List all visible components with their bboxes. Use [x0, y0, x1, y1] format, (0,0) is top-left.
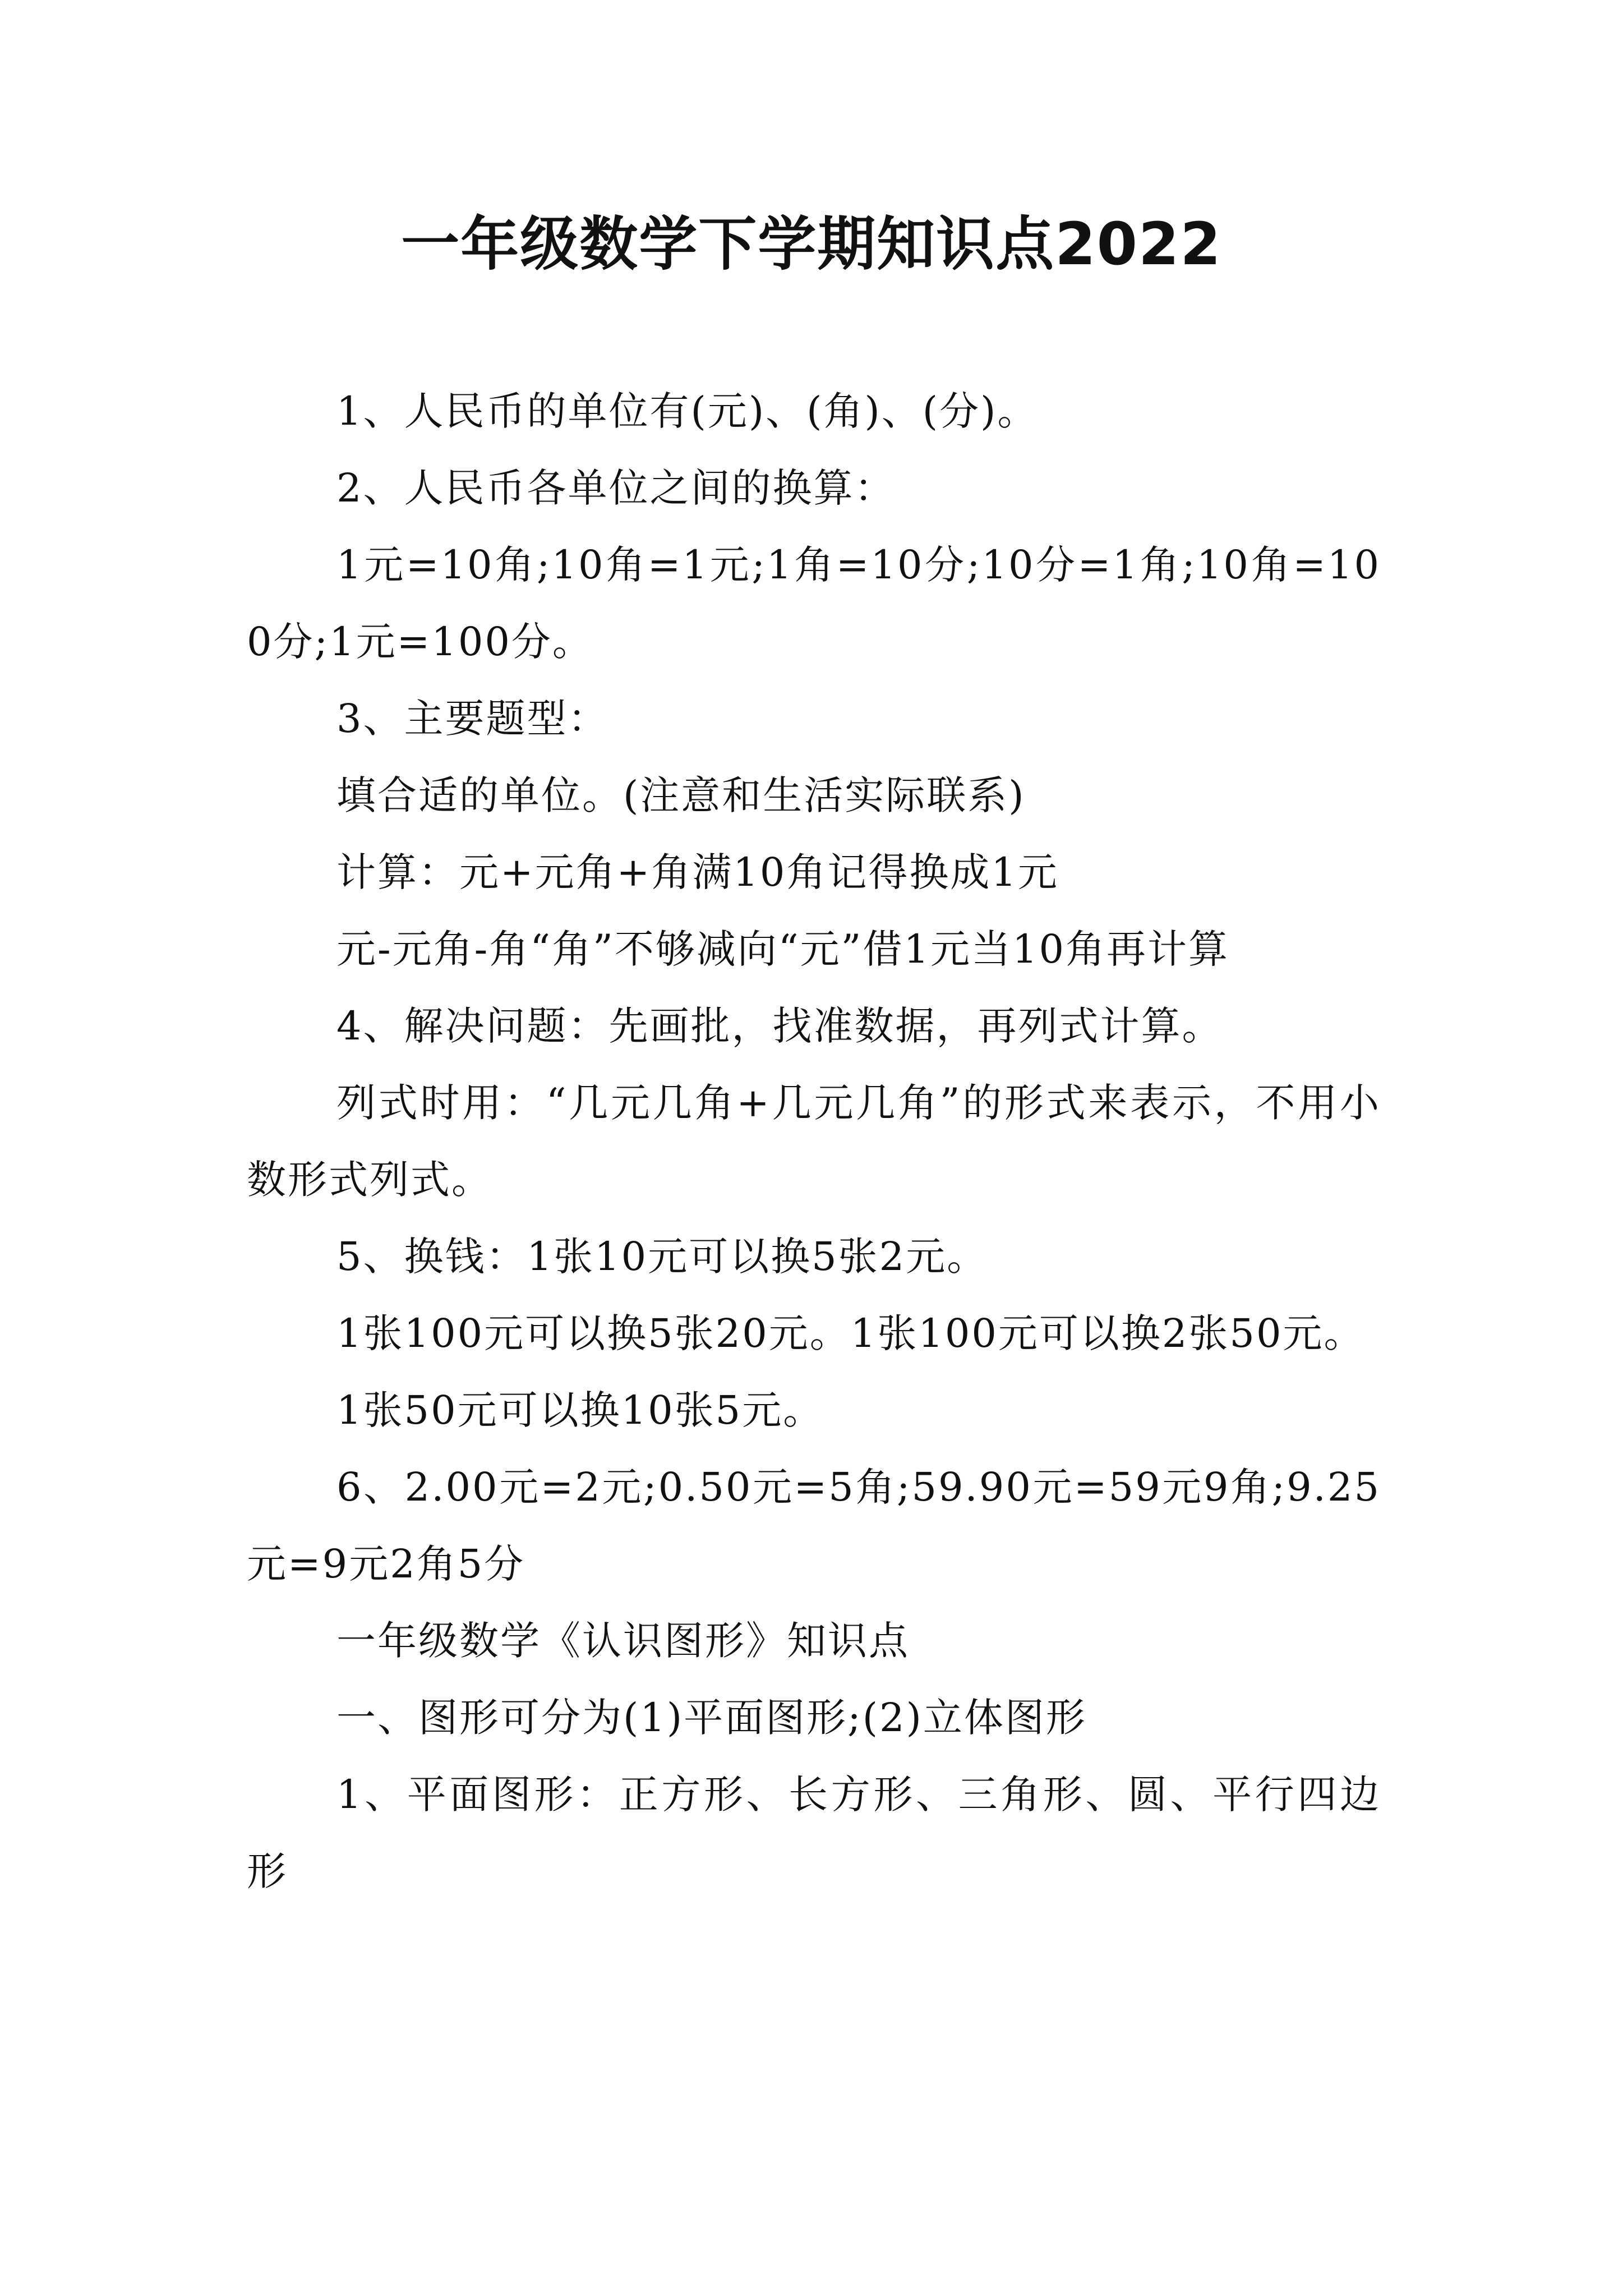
paragraph: 1张50元可以换10张5元。 [336, 1387, 824, 1433]
paragraph: 填合适的单位。(注意和生活实际联系) [336, 772, 1026, 818]
paragraph: 6、2.00元=2元;0.50元=5角;59.90元=59元9角;9.25元=9元2角5分 [247, 1464, 1381, 1587]
paragraph: 1、平面图形：正方形、长方形、三角形、圆、平行四边形 [247, 1772, 1381, 1894]
paragraph: 计算：元+元角+角满10角记得换成1元 [336, 849, 1059, 895]
paragraph: 元-元角-角“角”不够减向“元”借1元当10角再计算 [336, 926, 1230, 972]
document-body [247, 373, 1381, 1910]
paragraph: 4、解决问题：先画批，找准数据，再列式计算。 [336, 1003, 1223, 1049]
paragraph: 1张100元可以换5张20元。1张100元可以换2张50元。 [336, 1310, 1365, 1356]
paragraph: 5、换钱：1张10元可以换5张2元。 [336, 1234, 988, 1280]
paragraph: 2、人民币各单位之间的换算： [336, 465, 896, 511]
paragraph: 列式时用：“几元几角+几元几角”的形式来表示，不用小数形式列式。 [247, 1080, 1381, 1203]
paragraph: 一、图形可分为(1)平面图形;(2)立体图形 [336, 1695, 1087, 1741]
paragraph: 1、人民币的单位有(元)、(角)、(分)。 [336, 388, 1039, 434]
paragraph: 3、主要题型： [336, 696, 609, 742]
paragraph: 一年级数学《认识图形》知识点 [336, 1618, 910, 1664]
paragraph: 1元=10角;10角=1元;1角=10分;10分=1角;10角=100分;1元=100分。 [247, 542, 1381, 665]
document-title: 一年级数学下学期知识点2022 [401, 210, 1222, 278]
